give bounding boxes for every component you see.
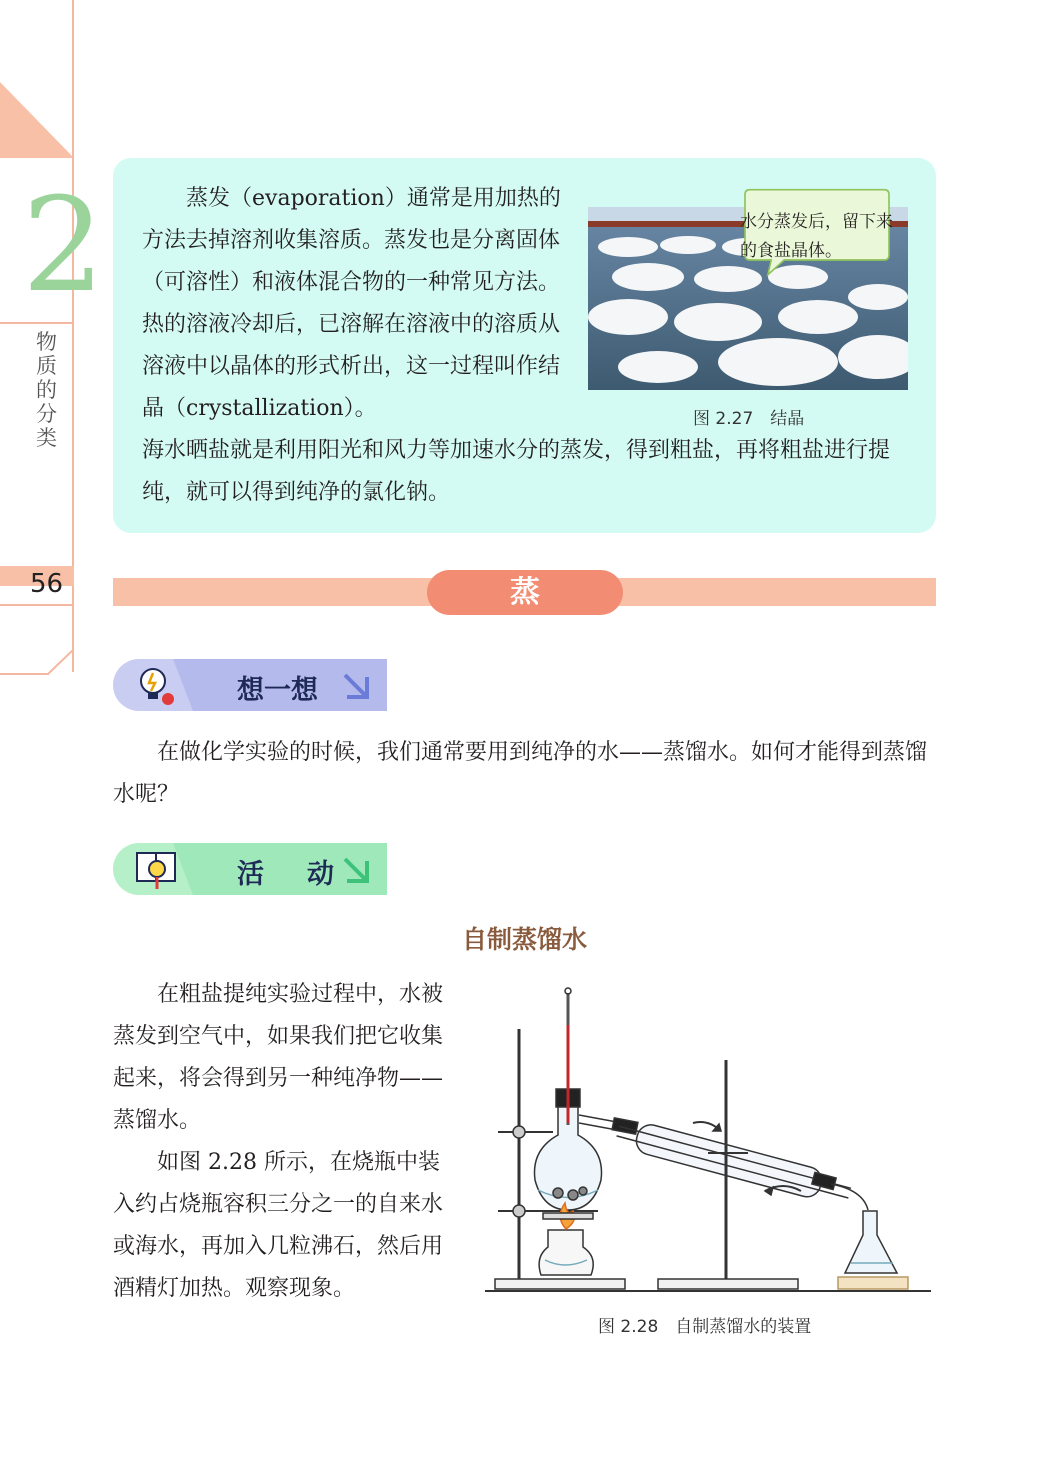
side-notch [0, 640, 74, 676]
activity-label: 活 动 [237, 859, 342, 890]
callout-text: 水分蒸发后，留下来的食盐晶体。 [740, 212, 893, 261]
page-number: 56 [30, 569, 64, 599]
chapter-title: 物质的分类 [36, 330, 57, 450]
section-title: 蒸馏 [479, 575, 602, 655]
sea-salt-paragraph: 海水晒盐就是利用阳光和风力等加速水分的蒸发，得到粗盐，再将粗盐进行提纯，就可以得到纯净的氯化钠。 [142, 438, 891, 505]
activity-paragraph-1: 在粗盐提纯实验过程中，水被蒸发到空气中，如果我们把它收集起来，将会得到另一种纯净物——蒸馏水。 [113, 982, 444, 1133]
think-text: 在做化学实验的时候，我们通常要用到纯净的水——蒸馏水。如何才能得到蒸馏水呢？ [113, 740, 928, 807]
evaporation-paragraph: 蒸发（evaporation）通常是用加热的方法去掉溶剂收集溶质。蒸发也是分离固体（可溶性）和液体混合物的一种常见方法。热的溶液冷却后，已溶解在溶液中的溶质从溶液中以晶体的形式析出，这一过程叫作结晶（crystallization）。 [142, 186, 561, 421]
figure-caption-2-28: 图 2.28 自制蒸馏水的装置 [598, 1317, 812, 1337]
figure-caption-2-27: 图 2.27 结晶 [693, 409, 805, 429]
activity-text [113, 974, 453, 1310]
activity-paragraph-2: 如图 2.28 所示，在烧瓶中装入约占烧瓶容积三分之一的自来水或海水，再加入几粒沸石，然后用酒精灯加热。观察现象。 [113, 1150, 444, 1301]
chapter-corner-triangle [0, 82, 74, 158]
chapter-rule [0, 322, 74, 324]
think-label: 想一想 [237, 675, 318, 706]
activity-title: 自制蒸馏水 [461, 925, 587, 954]
chapter-number: 2 [22, 169, 105, 321]
distillation-apparatus-diagram [483, 985, 933, 1300]
